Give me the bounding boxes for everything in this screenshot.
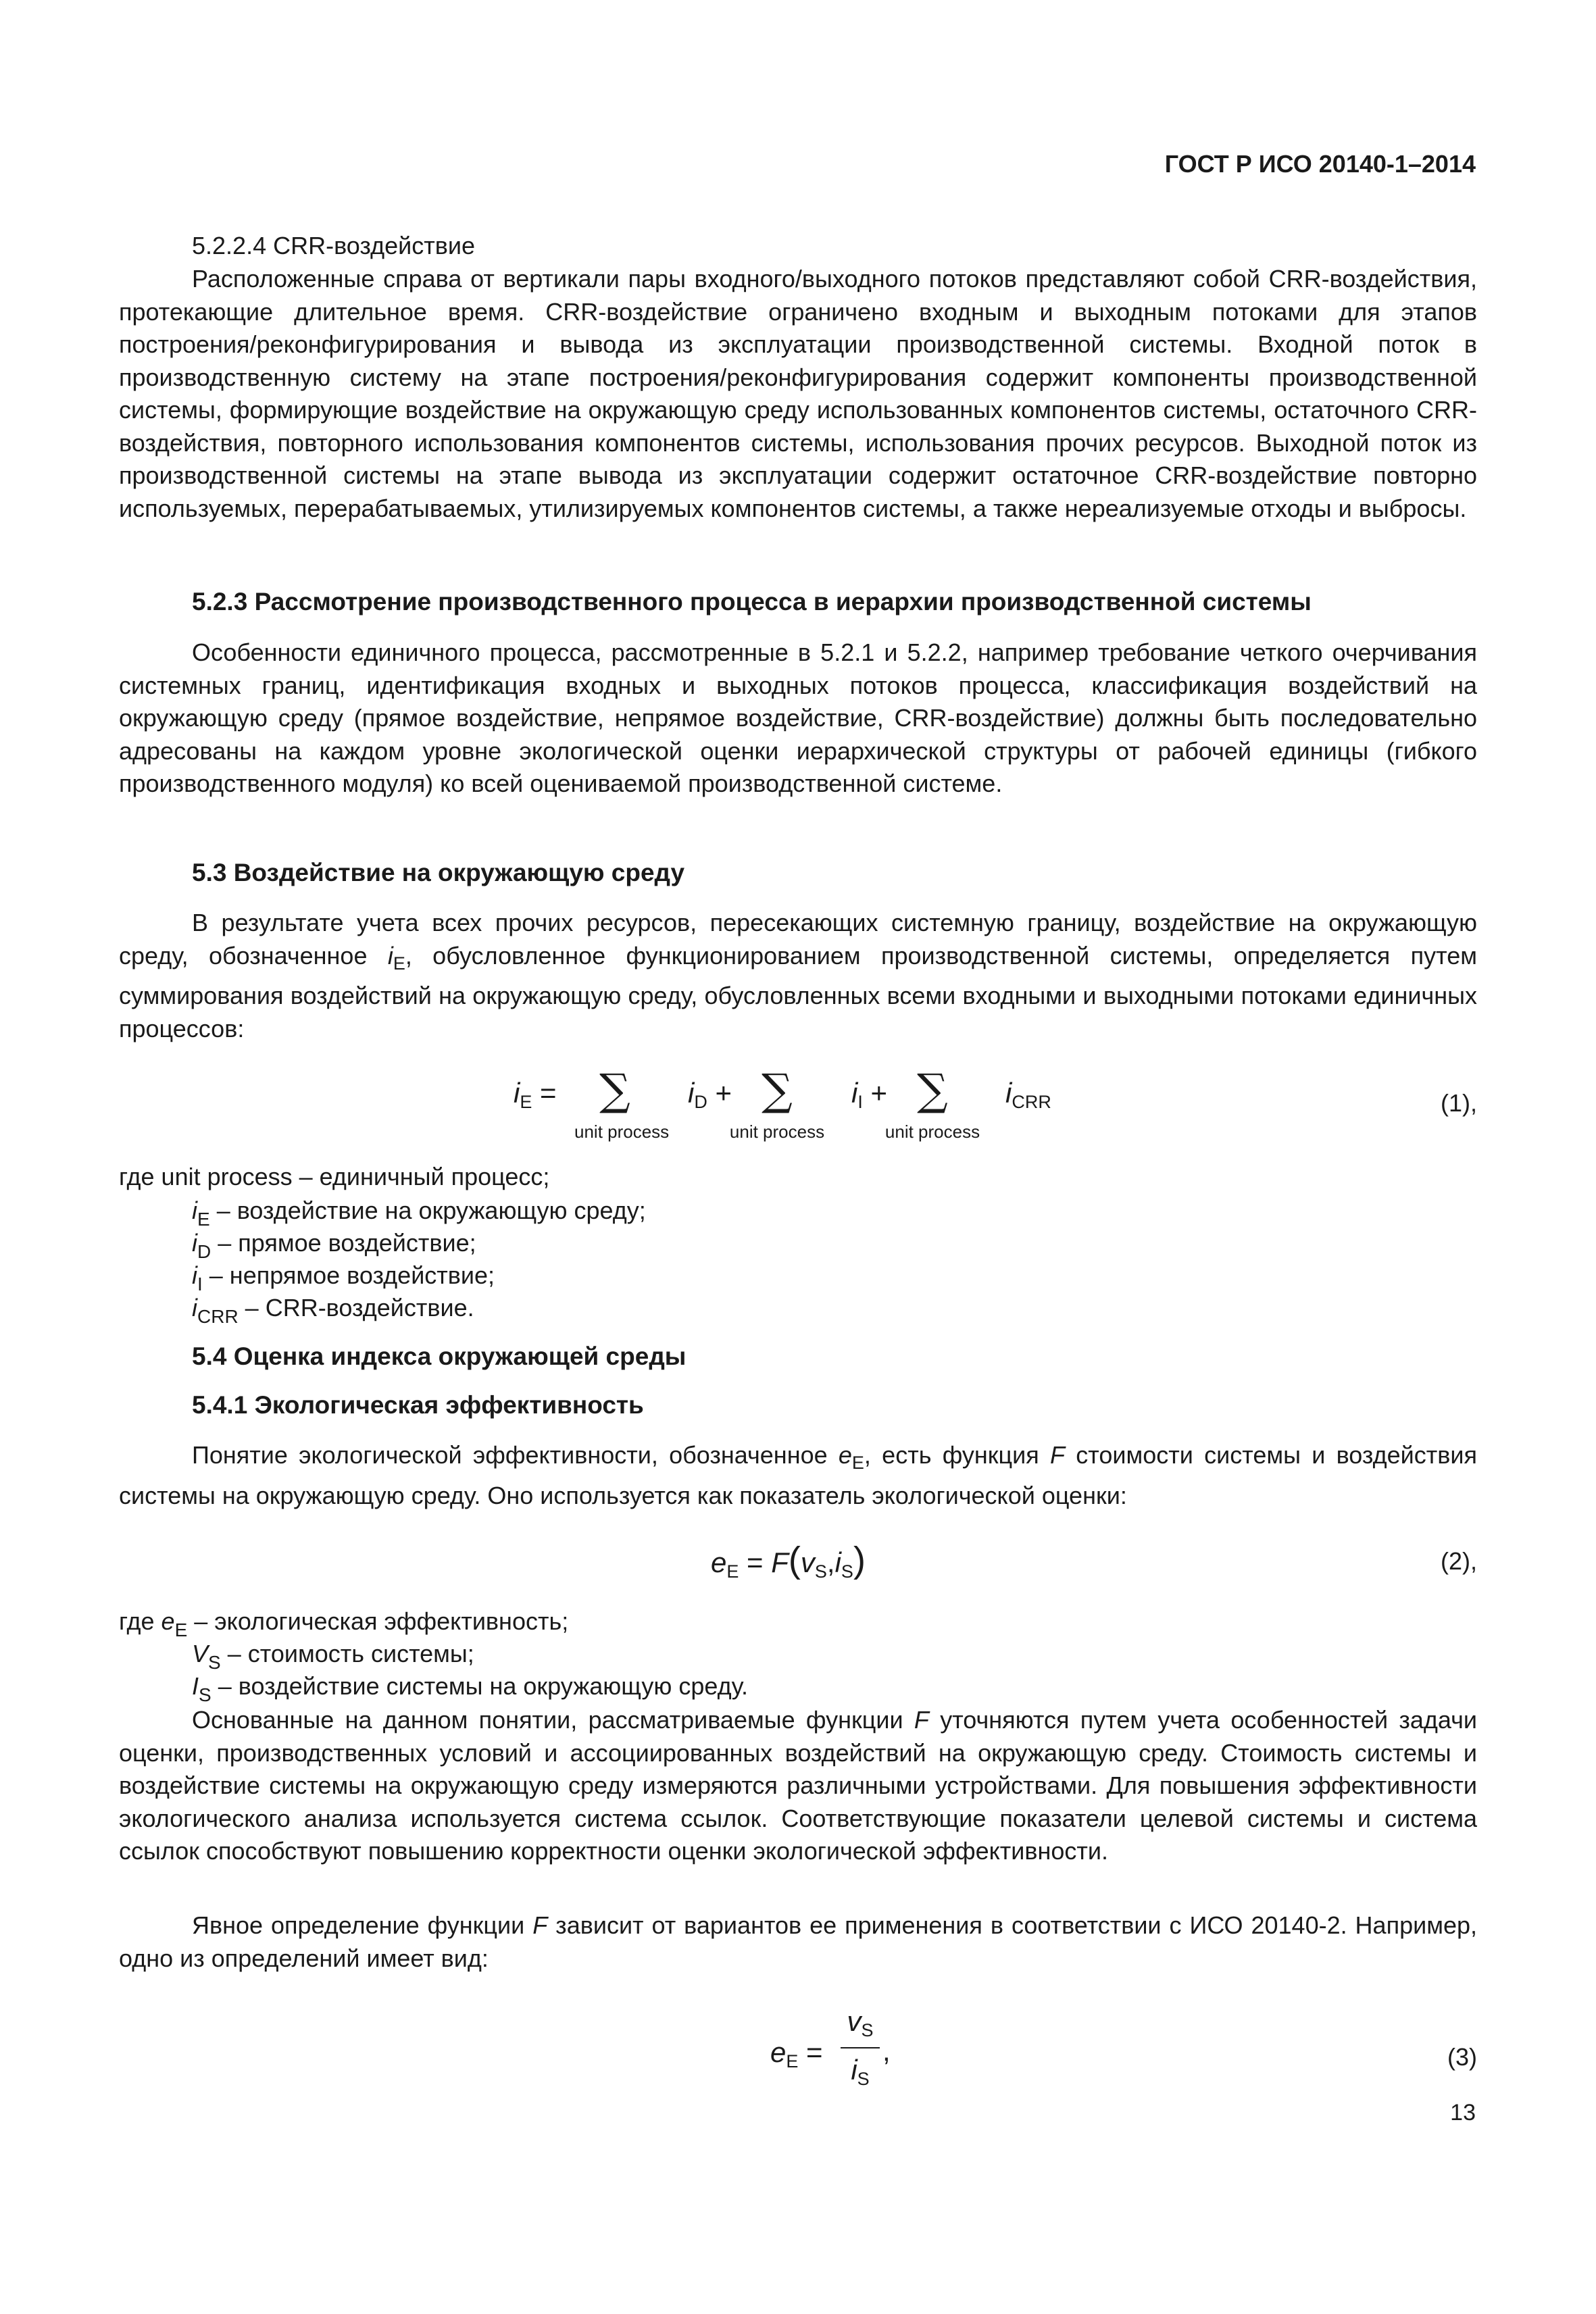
fraction-numerator: $v_S$ [847,2005,874,2040]
functions-paragraph: Основанные на данном понятии, рассматриваемые функции F уточняются путем учета особенностей задачи оценки, производственных условий и ассоциированных воздействий на окружающую среду. Стоимость системы и воздействие системы на окружающую среду измеряются различными устройствами. Для повышения эффективности экологического анализа используется система ссылок. Соответствующие показатели целевой системы и система ссылок способствуют повышению корректности оценки экологической эффективности. [119,1706,1477,1865]
section-53-paragraph: В результате учета всех прочих ресурсов, пересекающих системную границу, воздействие на окружающую среду, обозначенное $i_E$, обусловленное функционированием производственной системы, определяется путем суммирования воздействий на окружающую среду, обусловленных всеми входными и выходными потоками единичных процессов: [119,909,1477,1042]
page-number: 13 [1450,2100,1476,2126]
legend-1-item: $i_{CRR}$ – CRR-воздействие. [192,1294,474,1327]
sum-symbol: ∑ [599,1065,630,1115]
equation-2: $e_E = F(v_S,i_S)$ [711,1540,866,1582]
legend-1-item: $i_I$ – непрямое воздействие; [192,1261,495,1294]
equation-3: $e_E$ = $v_S$ $i_S$ , [770,2005,891,2089]
equation-3-number: (3) [1447,2043,1477,2071]
document-id-header: ГОСТ Р ИСО 20140-1–2014 [1164,150,1476,178]
equation-2-number: (2), [1441,1547,1477,1575]
sum-symbol: ∑ [917,1065,948,1115]
section-5224-paragraph: Расположенные справа от вертикали пары входного/выходного потоков представляют собой CRR-воздействия, протекающие длительное время. CRR-воздействие ограничено входным и выходным потоками для этапов построения/реконфигурирования и вывода из эксплуатации производственной системы. Входной поток в производственную систему на этапе построения/реконфигурирования содержит компоненты производственной системы, формирующие воздействие на окружающую среду использованных компонентов системы, остаточного CRR-воздействия, повторного использования компонентов системы, использования прочих ресурсов. Выходной поток из производственной системы на этапе вывода из эксплуатации содержит остаточное CRR-воздействие повторно используемых, перерабатываемых, утилизируемых компонентов системы, а также нереализуемые отходы и выбросы. [119,265,1477,522]
legend-1-item: $i_E$ – воздействие на окружающую среду; [192,1197,646,1230]
legend-2-item: $I_S$ – воздействие системы на окружающую среду. [192,1672,748,1705]
explicit-definition-paragraph: Явное определение функции F зависит от вариантов ее применения в соответствии с ИСО 20140-2. Например, одно из определений имеет вид: [119,1911,1478,1972]
section-523-heading: 5.2.3 Рассмотрение производственного процесса в иерархии производственной системы [192,588,1312,615]
section-5224-heading: 5.2.2.4 CRR-воздействие [192,232,476,259]
sum-symbol: ∑ [762,1065,793,1115]
section-541-paragraph: Понятие экологической эффективности, обозначенное $e_E$, есть функция F стоимости системы и воздействия системы на окружающую среду. Оно используется как показатель экологической оценки: [119,1441,1477,1509]
fraction-denominator: $i_S$ [851,2054,870,2089]
legend-2-intro: где $e_E$ – экологическая эффективность; [119,1607,569,1640]
legend-1-item: $i_D$ – прямое воздействие; [192,1229,476,1262]
equation-1-number: (1), [1441,1089,1477,1117]
legend-1-intro: где unit process – единичный процесс; [119,1163,550,1190]
fraction-bar [841,2047,880,2048]
legend-2-item: $V_S$ – стоимость системы; [192,1640,474,1673]
section-523-paragraph: Особенности единичного процесса, рассмотренные в 5.2.1 и 5.2.2, например требование четкого очерчивания системных границ, идентификация входных и выходных потоков процесса, классификация воздействий на окружающую среду (прямое воздействие, непрямое воздействие, CRR-воздействие) должны быть последовательно адресованы на каждом уровне экологической оценки иерархической структуры от рабочей единицы (гибкого производственного модуля) ко всей оцениваемой производственной системе. [119,638,1477,797]
equation-1: $i_E$ = ∑ unit process $i_D$ + ∑ unit process $i_I$ + ∑ unit process $i_{CRR}$ [514,1065,1051,1142]
section-541-heading: 5.4.1 Экологическая эффективность [192,1391,644,1419]
section-53-heading: 5.3 Воздействие на окружающую среду [192,859,685,886]
section-54-heading: 5.4 Оценка индекса окружающей среды [192,1342,687,1370]
